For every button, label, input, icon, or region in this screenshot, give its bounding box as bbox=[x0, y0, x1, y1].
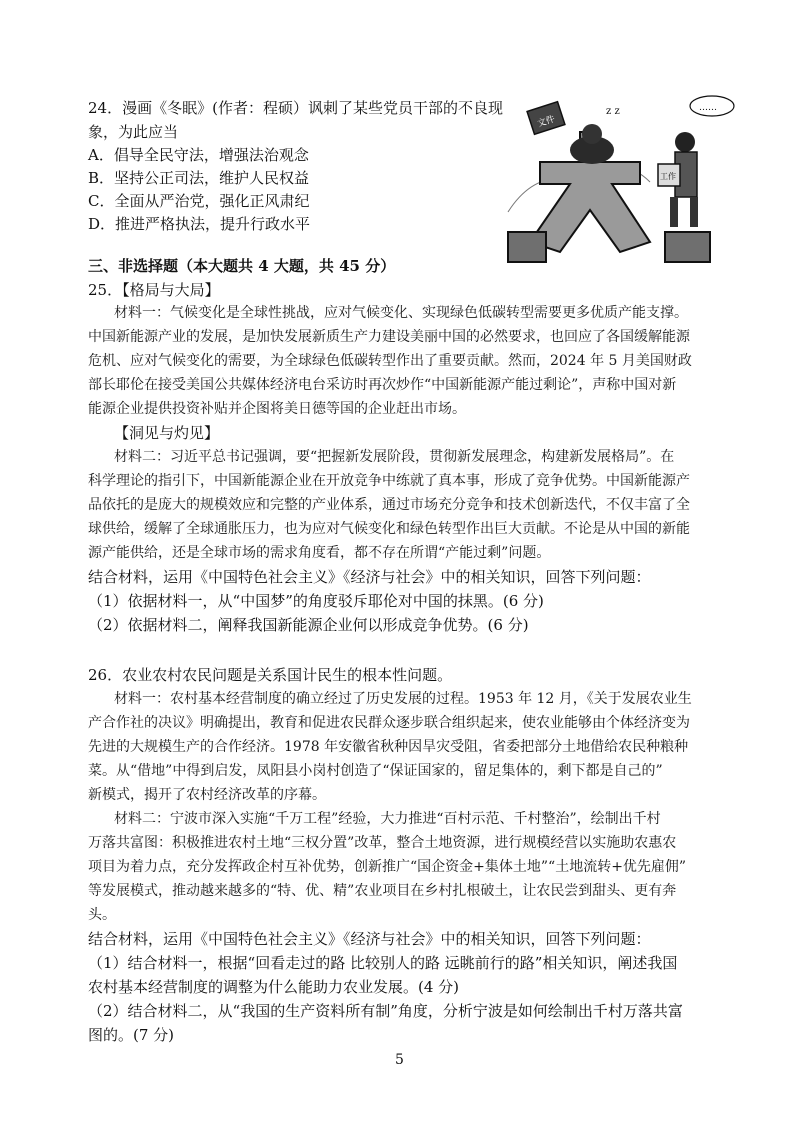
q26-m1-line4: 菜。从“借地”中得到启发，凤阳县小岗村创造了“保证国家的，留足集体的，剩下都是自己的” bbox=[88, 763, 663, 779]
q25-subtitle2: 【洞见与灼见】 bbox=[114, 424, 220, 442]
q25-m1-line5: 能源企业提供投资补贴并企图将美日德等国的企业赶出市场。 bbox=[88, 401, 466, 417]
q25-m2-line1: 材料二：习近平总书记强调，要“把握新发展阶段，贯彻新发展理念，构建新发展格局”。在 bbox=[114, 449, 675, 465]
box-text: 工作 bbox=[660, 172, 676, 181]
q26-m2-line1: 材料二：宁波市深入实施“千万工程”经验，大力推进“百村示范、千村整治”，绘制出千村 bbox=[114, 811, 661, 827]
q26-sub1-line1: （1）结合材料一，根据“回看走过的路 比较别人的路 远眺前行的路”相关知识，阐述我国 bbox=[88, 954, 678, 972]
winter-sleep-cartoon bbox=[500, 92, 740, 272]
q26-m1-line1: 材料一：农村基本经营制度的确立经过了历史发展的过程。1953 年 12 月，《关于发展农业生 bbox=[114, 691, 692, 707]
standing-worker bbox=[658, 132, 698, 227]
q26-m2-line3: 项目为着力点，充分发挥政企村互补优势，创新推广“国企资金+集体土地”“土地流转+优先雇佣” bbox=[88, 859, 687, 875]
section3-heading: 三、非选择题（本大题共 4 大题，共 45 分） bbox=[88, 257, 396, 275]
q25-m1-line3: 危机、应对气候变化的需要，为全球绿色低碳转型作出了重要贡献。然而，2024 年 5 月美国财政 bbox=[88, 353, 692, 369]
q25-m1-line4: 部长耶伦在接受美国公共媒体经济电台采访时再次炒作“中国新能源产能过剩论”，声称中国对新 bbox=[88, 377, 677, 393]
speech-bubble-text: …… bbox=[699, 103, 717, 113]
sign-icon bbox=[527, 102, 565, 135]
q24-option-c: C．全面从严治党，强化正风肃纪 bbox=[88, 192, 310, 210]
q26-m1-line2: 产合作社的决议》明确提出，教育和促进农民群众逐步联合组织起来，使农业能够由个体经济变为 bbox=[88, 715, 690, 731]
q25-sub2: （2）依据材料二，阐释我国新能源企业何以形成竞争优势。(6 分) bbox=[88, 616, 529, 634]
q26-m1-line5: 新模式，揭开了农村经济改革的序幕。 bbox=[88, 787, 326, 803]
wen-character-desk bbox=[530, 162, 650, 252]
q25-instruction: 结合材料，运用《中国特色社会主义》《经济与社会》中的相关知识，回答下列问题： bbox=[88, 568, 651, 586]
zzz-icon: z z bbox=[606, 106, 620, 117]
q26-m2-line2: 万落共富图：积极推进农村土地“三权分置”改革，整合土地资源，进行规模经营以实施助农惠农 bbox=[88, 835, 677, 851]
q25-m2-line2: 科学理论的指引下，中国新能源企业在开放竞争中练就了真本事，形成了竞争优势。中国新能源产 bbox=[88, 473, 690, 489]
q26-m2-line4: 等发展模式，推动越来越多的“特、优、精”农业项目在乡村扎根破土，让农民尝到甜头、更有奔 bbox=[88, 883, 677, 899]
q24-option-d: D．推进严格执法，提升行政水平 bbox=[88, 215, 311, 233]
q26-instruction: 结合材料，运用《中国特色社会主义》《经济与社会》中的相关知识，回答下列问题： bbox=[88, 930, 651, 948]
q26-sub2-line1: （2）结合材料二，从“我国的生产资料所有制”角度，分析宁波是如何绘制出千村万落共富 bbox=[88, 1002, 683, 1020]
q24-option-b: B．坚持公正司法，维护人民权益 bbox=[88, 169, 310, 187]
q26-stem: 26．农业农村农民问题是关系国计民生的根本性问题。 bbox=[88, 666, 453, 684]
q25-m2-line4: 球供给，缓解了全球通胀压力，也为应对气候变化和绿色转型作出巨大贡献。不论是从中国的新能 bbox=[88, 521, 690, 537]
q26-m2-line5: 头。 bbox=[88, 907, 116, 923]
page-number: 5 bbox=[395, 1052, 404, 1068]
q26-sub1-line2: 农村基本经营制度的调整为什么能助力农业发展。(4 分) bbox=[88, 978, 460, 996]
q25-m1-line1: 材料一：气候变化是全球性挑战，应对气候变化、实现绿色低碳转型需要更多优质产能支撑。 bbox=[114, 305, 688, 321]
q25-m2-line5: 源产能供给，还是全球市场的需求角度看，都不存在所谓“产能过剩”问题。 bbox=[88, 545, 551, 561]
q24-option-a: A．倡导全民守法，增强法治观念 bbox=[88, 146, 309, 164]
q25-m1-line2: 中国新能源产业的发展，是加快发展新质生产力建设美丽中国的必然要求，也回应了各国缓解能源 bbox=[88, 329, 690, 345]
sign-text: 文件 bbox=[536, 114, 557, 130]
q25-title: 25．【格局与大局】 bbox=[88, 281, 220, 299]
q24-stem-line2: 象，为此应当 bbox=[88, 123, 179, 141]
q26-sub2-line2: 图的。(7 分) bbox=[88, 1026, 175, 1044]
q26-m1-line3: 先进的大规模生产的合作经济。1978 年安徽省秋种因旱灾受阻，省委把部分土地借给农民种粮种 bbox=[88, 739, 689, 755]
q25-m2-line3: 品依托的是庞大的规模效应和完整的产业体系，通过市场充分竞争和技术创新迭代，不仅丰富了全 bbox=[88, 497, 690, 513]
q25-sub1: （1）依据材料一，从“中国梦”的角度驳斥耶伦对中国的抹黑。(6 分) bbox=[88, 592, 544, 610]
q24-stem-line1: 24．漫画《冬眠》(作者：程硕）讽刺了某些党员干部的不良现 bbox=[88, 99, 503, 117]
